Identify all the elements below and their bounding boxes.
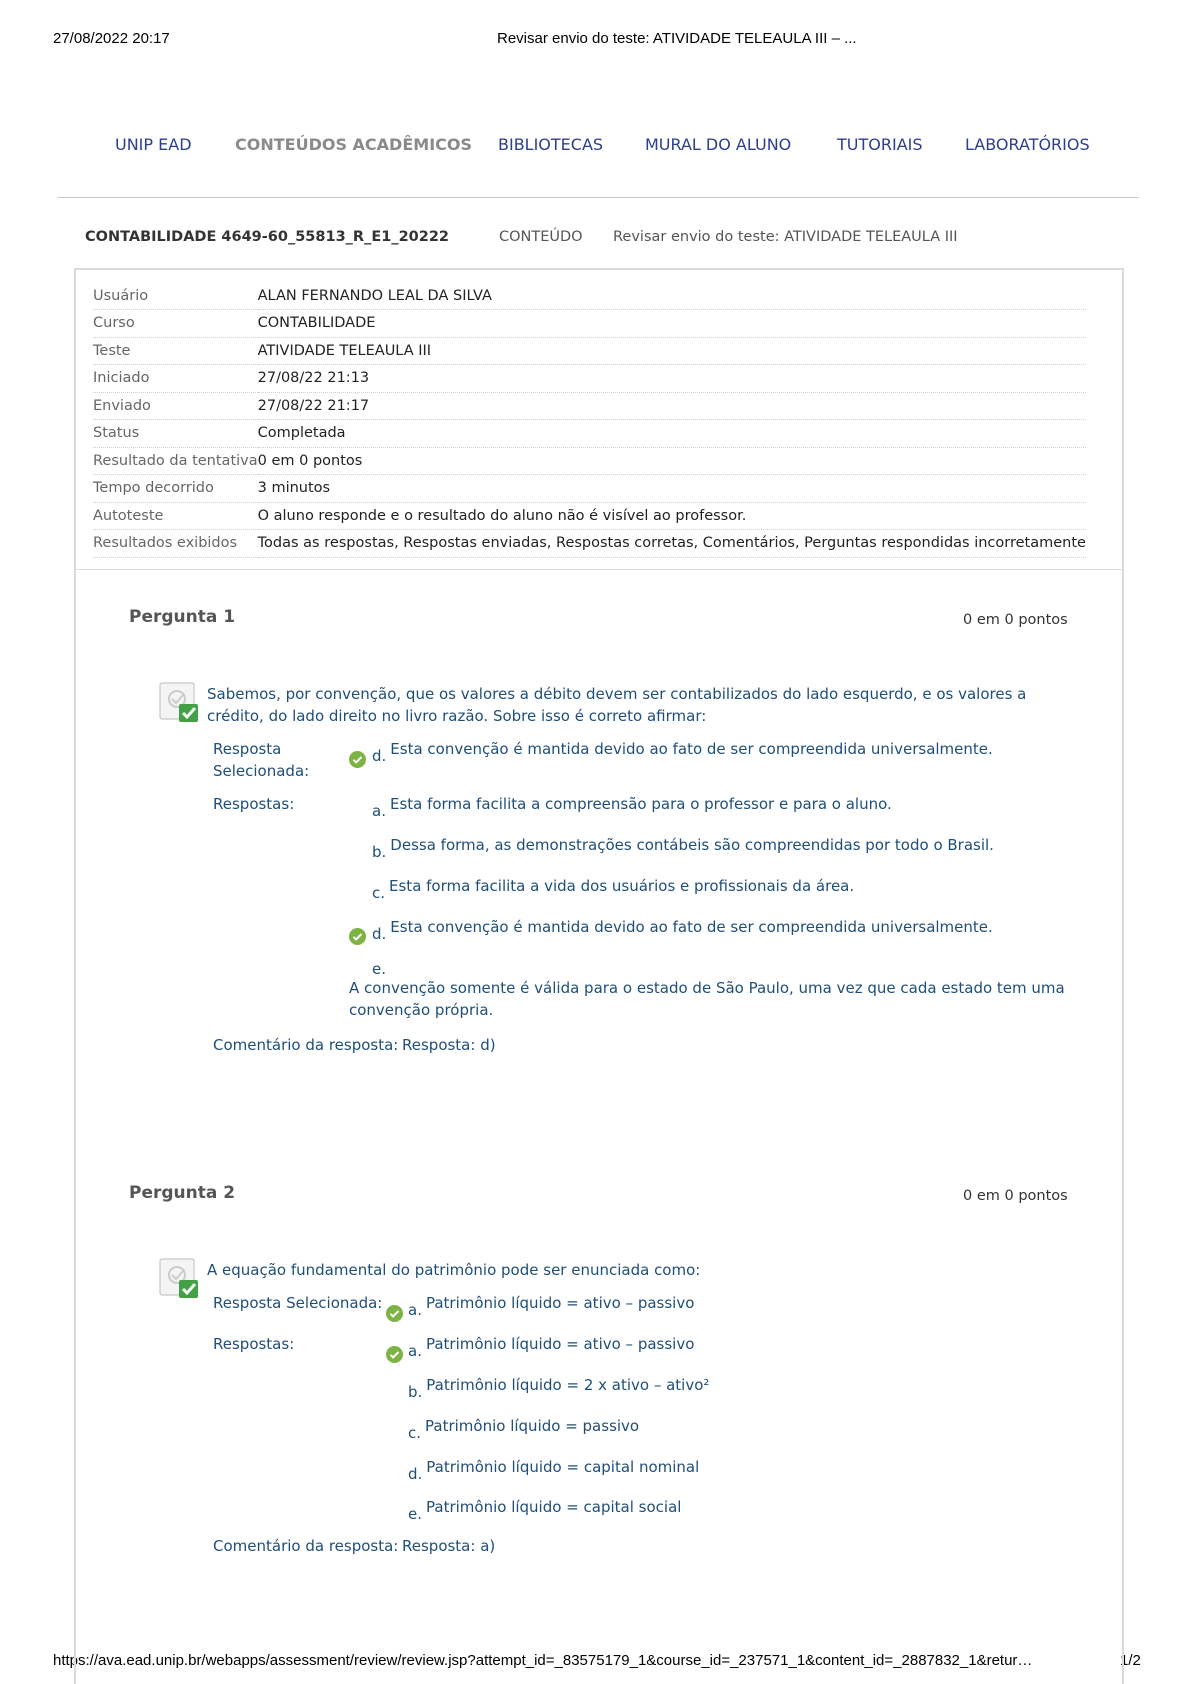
print-date: 27/08/2022 20:17 <box>53 30 170 47</box>
info-row <box>93 337 1086 365</box>
nav-conteudos-academicos[interactable]: CONTEÚDOS ACADÊMICOS <box>235 135 473 154</box>
info-value: ALAN FERNANDO LEAL DA SILVA <box>258 282 1086 310</box>
answer-option-correct: d. Esta convenção é mantida devido ao fato de ser compreendida universalmente. <box>372 918 993 943</box>
breadcrumb-course[interactable]: CONTABILIDADE 4649-60_55813_R_E1_20222 <box>85 229 450 245</box>
question-text: A equação fundamental do patrimônio pode ser enunciada como: <box>207 1261 701 1279</box>
info-label: Usuário <box>93 282 258 310</box>
info-label: Autoteste <box>93 502 258 530</box>
info-row <box>93 392 1086 420</box>
answer-option: b. Dessa forma, as demonstrações contábeis são compreendidas por todo o Brasil. <box>372 836 994 861</box>
info-row <box>93 365 1086 393</box>
info-value: CONTABILIDADE <box>258 310 1086 338</box>
info-label: Tempo decorrido <box>93 475 258 503</box>
selected-answer-label: Resposta Selecionada: <box>213 1294 383 1312</box>
info-row <box>93 420 1086 448</box>
info-row <box>93 502 1086 530</box>
selected-answer-label: Resposta Selecionada: <box>213 740 310 780</box>
question-points: 0 em 0 pontos <box>963 612 1068 628</box>
info-row <box>93 530 1086 558</box>
info-label: Resultados exibidos <box>93 530 258 558</box>
info-label: Status <box>93 420 258 448</box>
question-title: Pergunta 1 <box>129 607 236 627</box>
info-value: Todas as respostas, Respostas enviadas, Respostas corretas, Comentários, Perguntas respondidas incorretamente <box>258 530 1086 558</box>
info-label: Curso <box>93 310 258 338</box>
info-value: 0 em 0 pontos <box>258 447 1086 475</box>
correct-check-icon <box>349 751 366 768</box>
correct-check-icon <box>386 1346 403 1363</box>
question-title: Pergunta 2 <box>129 1183 236 1203</box>
answer-option: b. Patrimônio líquido = 2 x ativo – ativo² <box>408 1376 710 1401</box>
info-value: 27/08/22 21:17 <box>258 392 1086 420</box>
answer-option: c. Patrimônio líquido = passivo <box>408 1417 640 1442</box>
comment-label: Comentário da resposta: <box>213 1036 399 1054</box>
answer-option: e. Patrimônio líquido = capital social <box>408 1498 682 1523</box>
info-value: 3 minutos <box>258 475 1086 503</box>
answers-label: Respostas: <box>213 1335 295 1353</box>
nav-laboratorios[interactable]: LABORATÓRIOS <box>965 135 1090 154</box>
answer-option: A convenção somente é válida para o estado de São Paulo, uma vez que cada estado tem uma convenção própria. <box>349 979 1065 1019</box>
info-value: O aluno responde e o resultado do aluno não é visível ao professor. <box>258 502 1086 530</box>
breadcrumb-section[interactable]: CONTEÚDO <box>499 229 583 245</box>
answer-option: d. Patrimônio líquido = capital nominal <box>408 1458 700 1483</box>
correct-question-icon <box>159 1258 201 1300</box>
answer-option: c. Esta forma facilita a vida dos usuários e profissionais da área. <box>372 877 855 902</box>
breadcrumb-current-page: Revisar envio do teste: ATIVIDADE TELEAULA III <box>613 229 958 245</box>
answers-label: Respostas: <box>213 795 295 813</box>
info-row <box>93 475 1086 503</box>
nav-mural-do-aluno[interactable]: MURAL DO ALUNO <box>645 135 792 154</box>
info-value: Completada <box>258 420 1086 448</box>
question-points: 0 em 0 pontos <box>963 1188 1068 1204</box>
answer-option: a. Esta forma facilita a compreensão para o professor e para o aluno. <box>372 795 892 820</box>
correct-check-icon <box>349 928 366 945</box>
answer-option-letter: e. <box>372 960 386 978</box>
info-row <box>93 447 1086 475</box>
info-value: ATIVIDADE TELEAULA III <box>258 337 1086 365</box>
info-row <box>93 310 1086 338</box>
question-text: Sabemos, por convenção, que os valores a débito devem ser contabilizados do lado esquerdo, e os valores a crédito, do lado direito no livro razão. Sobre isso é correto afirmar: <box>207 685 1027 725</box>
print-page-number: 1/2 <box>1120 1652 1141 1669</box>
correct-question-icon <box>159 682 201 724</box>
top-navigation <box>0 135 1191 159</box>
print-title: Revisar envio do teste: ATIVIDADE TELEAULA III – ... <box>497 30 857 47</box>
print-url: https://ava.ead.unip.br/webapps/assessment/review/review.jsp?attempt_id=_83575179_1&course_id=_237571_1&content_id=_2887832_1&retur… <box>53 1652 1033 1669</box>
nav-tutoriais[interactable]: TUTORIAIS <box>837 135 923 154</box>
info-row <box>93 282 1086 310</box>
answer-comment: Resposta: d) <box>402 1036 496 1054</box>
nav-bibliotecas[interactable]: BIBLIOTECAS <box>498 135 604 154</box>
answer-comment: Resposta: a) <box>402 1537 496 1555</box>
correct-check-icon <box>386 1305 403 1322</box>
info-divider <box>76 569 1122 570</box>
info-label: Enviado <box>93 392 258 420</box>
info-label: Iniciado <box>93 365 258 393</box>
answer-option-correct: a. Patrimônio líquido = ativo – passivo <box>408 1335 695 1360</box>
comment-label: Comentário da resposta: <box>213 1537 399 1555</box>
attempt-info-table <box>93 282 1086 558</box>
nav-divider <box>58 197 1139 198</box>
info-label: Resultado da tentativa <box>93 447 258 475</box>
nav-unip-ead[interactable]: UNIP EAD <box>115 135 192 154</box>
info-label: Teste <box>93 337 258 365</box>
selected-answer: d. Esta convenção é mantida devido ao fato de ser compreendida universalmente. <box>372 740 993 765</box>
info-value: 27/08/22 21:13 <box>258 365 1086 393</box>
selected-answer: a. Patrimônio líquido = ativo – passivo <box>408 1294 695 1319</box>
